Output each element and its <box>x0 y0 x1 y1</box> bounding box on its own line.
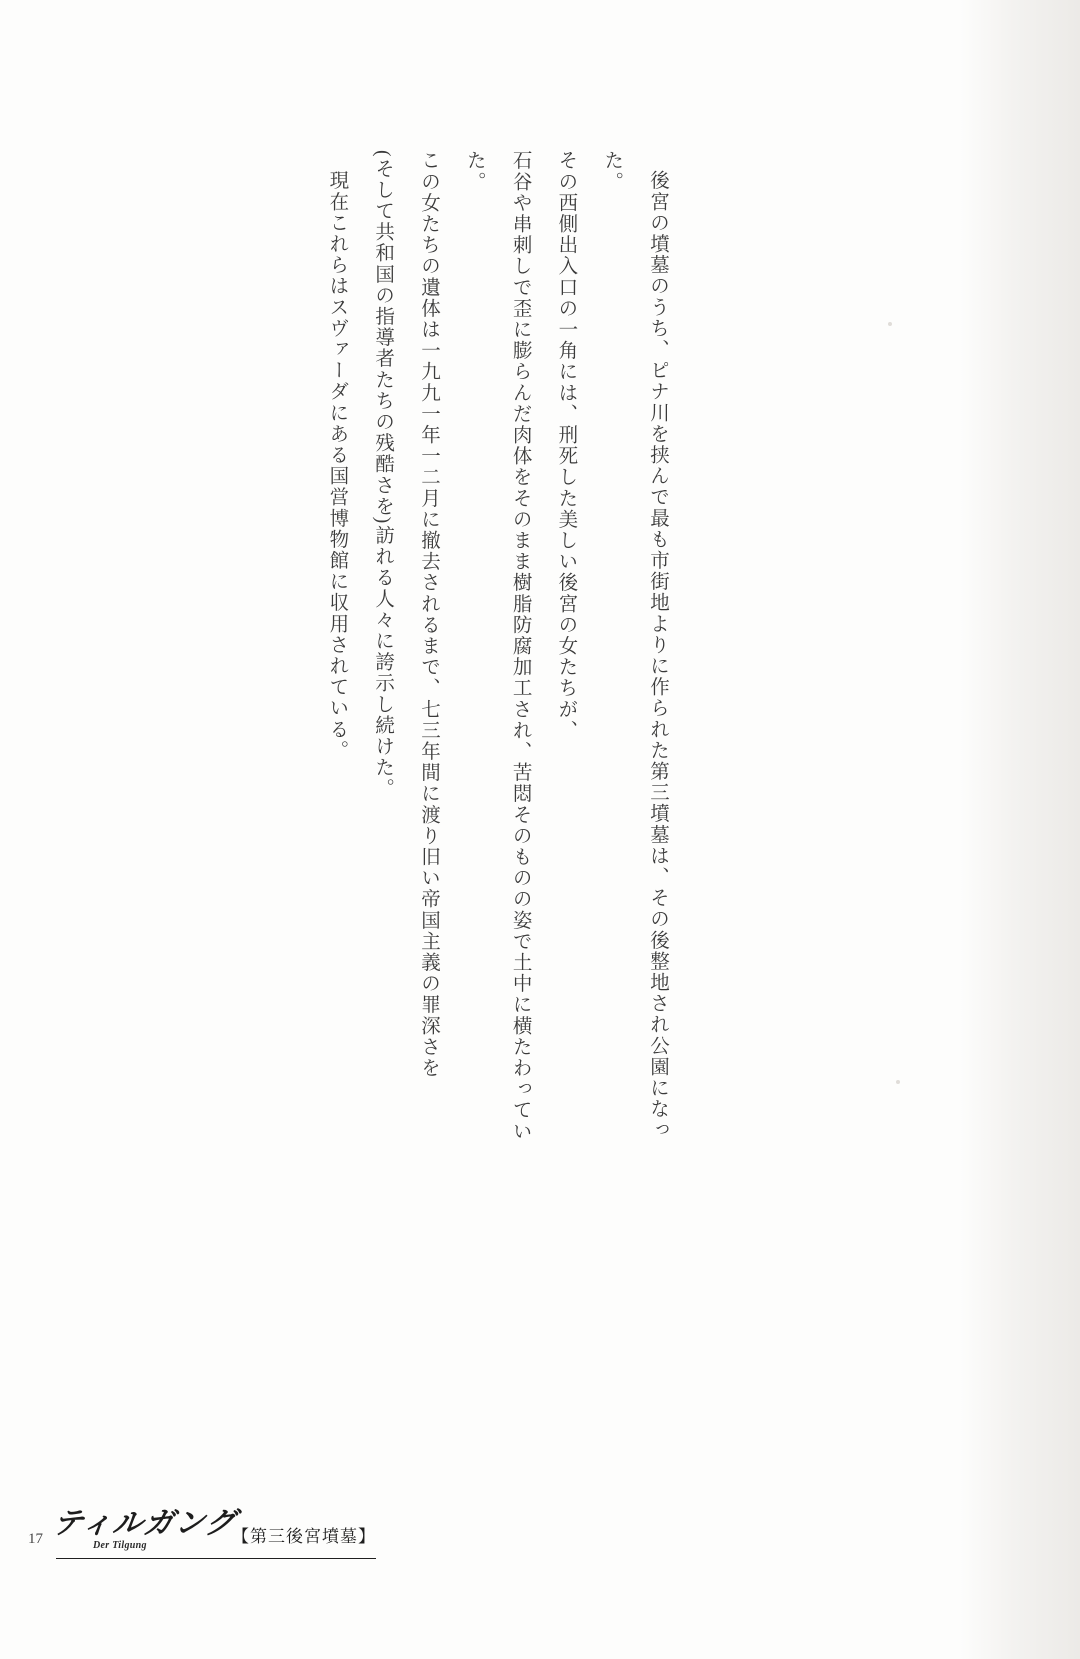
body-text-vertical <box>326 150 680 1170</box>
scan-speck <box>896 1080 900 1084</box>
page-number: 17 <box>28 1531 43 1547</box>
paragraph: 後宮の墳墓のうち、ピナ川を挟んで最も市街地よりに作られた第三墳墓は、その後整地され公園になった。 <box>601 150 668 1141</box>
footer-rule <box>56 1558 376 1560</box>
paragraph: 現在これらはスヴァーダにある国営博物館に収用されている。 <box>326 169 348 761</box>
scan-edge-shading <box>960 0 1080 1659</box>
paragraph: その西側出入口の一角には、刑死した美しい後宮の女たちが、 <box>555 150 577 741</box>
paragraph: この女たちの遺体は一九九一年一二月に撤去されるまで、七三年間に渡り旧い帝国主義の罪深さを <box>417 150 439 1079</box>
chapter-tag: 【第三後宮墳墓】 <box>232 1527 376 1547</box>
paragraph: 石谷や串刺しで歪に膨らんだ肉体をそのまま樹脂防腐加工され、苦悶そのものの姿で土中に横たわっていた。 <box>463 150 531 1142</box>
scan-speck <box>888 322 892 326</box>
page-footer <box>28 1506 238 1551</box>
series-logo <box>51 1506 238 1551</box>
series-logo-subtitle: Der Tilgung <box>93 1540 147 1551</box>
paragraph: (そして共和国の指導者たちの残酷さを)訪れる人々に誇示し続けた。 <box>372 150 394 800</box>
series-logo-title: ティルガング <box>51 1506 238 1541</box>
